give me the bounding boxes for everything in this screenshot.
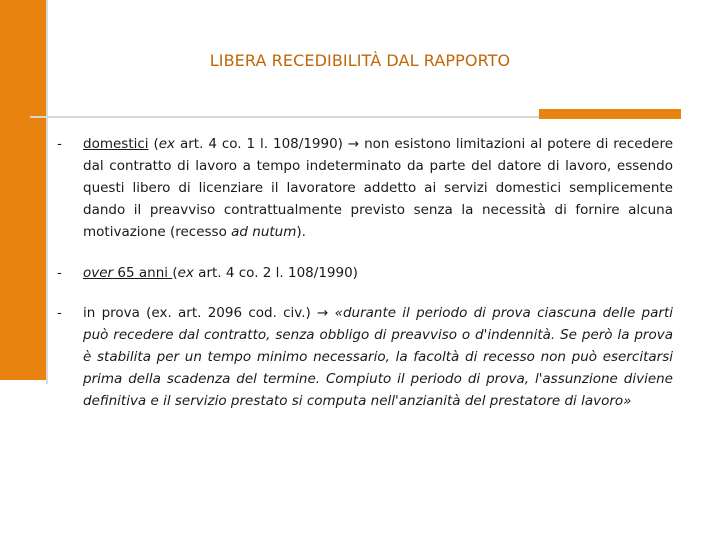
ref-ex: ex [177,265,194,281]
arrow-right-icon: → [347,136,360,152]
term-in-prova: in prova (ex. art. 2096 cod. civ.) [83,305,318,321]
arrow-right-icon: → [317,305,329,321]
list-item-text [83,302,673,412]
list-item-in-prova [57,302,677,412]
title-divider-accent [539,109,681,119]
side-bar-shadow [46,0,48,384]
quoted-article: «durante il periodo di prova ciascuna delle parti può recedere dal contratto, senza obbligo di preavviso o d'indennità. Se però la prova è stabilita per un tempo minimo necessario, la facoltà di recesso non può esercitarsi prima della scadenza del termine. Compiuto il periodo di prova, l'assunzione diviene definitiva e il servizio prestato si computa nell'anzianità del prestatore di lavoro» [83,305,673,409]
list-item-text [83,133,673,243]
list-item-text [83,262,673,284]
term-over-65 [83,265,172,281]
term-domestici: domestici [83,136,149,152]
bullet-dash: - [57,305,62,321]
bullet-dash: - [57,136,62,152]
item-body: non esistono limitazioni al potere di recedere dal contratto di lavoro a tempo indeterminato da parte del datore di lavoro, essendo questi libero di licenziare il lavoratore addetto ai servizi domestici semplicemente dando il preavviso contrattualmente previsto senza la necessità di fornire alcuna motivazione (recesso [83,136,673,240]
term-over: over [83,265,114,281]
ref-citation: art. 4 co. 1 l. 108/1990) [175,136,348,152]
accent-side-bar [0,0,46,380]
ref-ex: ex [158,136,176,152]
ref-citation: art. 4 co. 2 l. 108/1990) [193,265,358,281]
term-age: 65 anni [113,265,173,281]
item-closing: ). [296,224,306,240]
bullet-dash: - [57,265,62,281]
title-divider [30,116,540,118]
ref-open: ( [172,265,178,281]
list-item-over-65 [57,262,677,284]
ad-nutum: ad nutum [231,224,297,240]
list-item-domestici [57,133,677,243]
ref-open: ( [148,136,159,152]
slide-title: LIBERA RECEDIBILITÀ DAL RAPPORTO [209,51,511,70]
